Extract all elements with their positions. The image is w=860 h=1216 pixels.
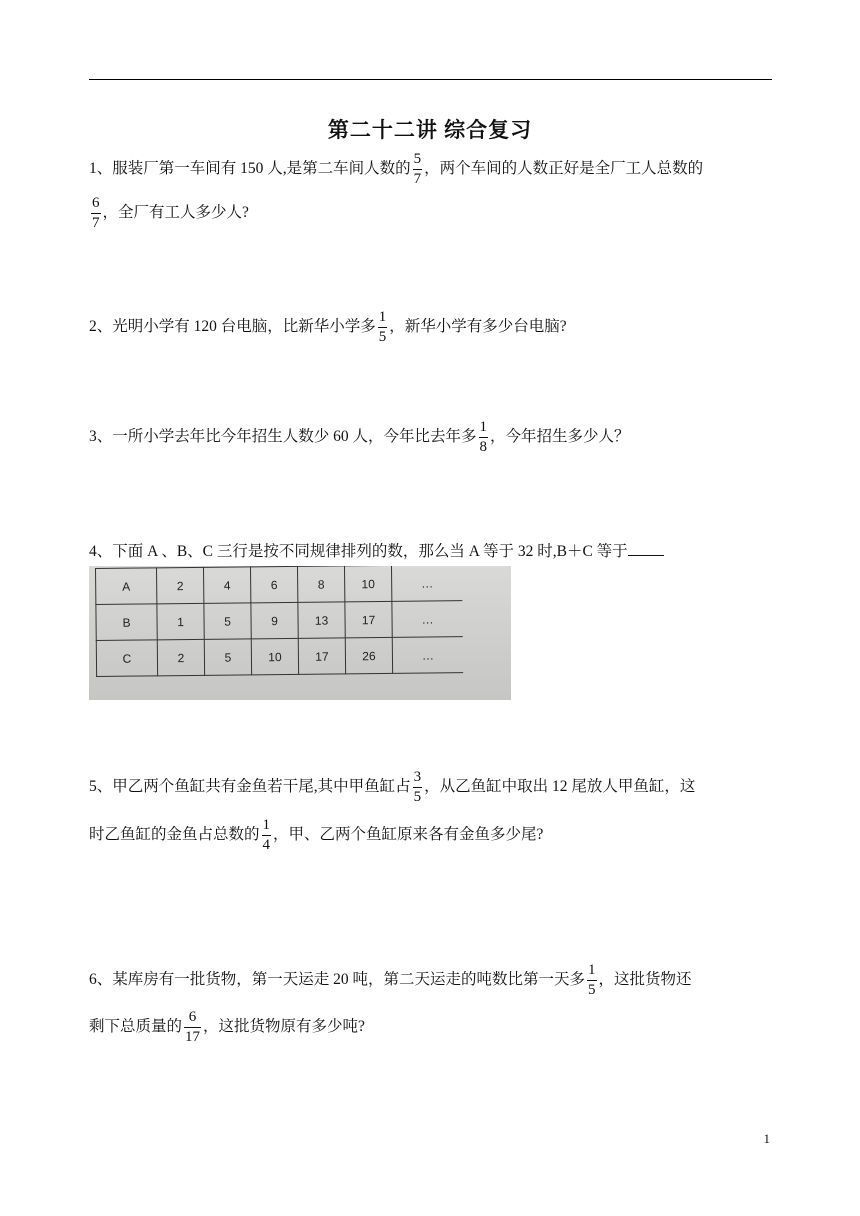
problem-5-text-b: ，从乙鱼缸中取出 12 尾放人甲鱼缸，这	[424, 778, 696, 796]
fraction-numerator: 3	[413, 770, 423, 788]
table-cell: 26	[345, 637, 392, 673]
table-cell: 10	[251, 638, 298, 674]
problem-2-text-b: ，新华小学有多少台电脑?	[389, 318, 567, 336]
fraction-numerator: 1	[262, 818, 272, 836]
problem-6-line-1	[89, 963, 692, 998]
problem-5-line-2	[89, 818, 543, 853]
fraction-denominator: 4	[262, 837, 271, 853]
problem-6-text-d: ，这批货物原有多少吨?	[203, 1018, 365, 1036]
table-cell: 17	[345, 601, 392, 637]
table-row	[96, 566, 463, 604]
table-cell: 2	[157, 639, 204, 675]
problem-4	[89, 539, 664, 561]
table-cell: 13	[298, 602, 345, 638]
fraction-denominator: 5	[413, 789, 422, 805]
fraction	[413, 152, 423, 187]
sequence-table-photo	[89, 566, 511, 700]
row-label: B	[96, 604, 157, 641]
table-cell: 1	[157, 603, 204, 639]
header-rule	[89, 79, 772, 80]
problem-4-text: 4、下面 A 、B、C 三行是按不同规律排列的数，那么当 A 等于 32 时,B＋C 等于	[89, 543, 628, 560]
table-row	[96, 637, 463, 677]
problem-2-text-a: 2、光明小学有 120 台电脑，比新华小学多	[89, 318, 376, 336]
table-cell: 9	[251, 602, 298, 638]
table-cell: …	[392, 601, 463, 638]
fraction	[91, 196, 101, 231]
row-label: C	[96, 640, 157, 677]
fraction	[413, 770, 423, 805]
table-cell: …	[392, 637, 463, 674]
table-cell: 4	[203, 567, 250, 603]
table-cell: 6	[250, 566, 297, 602]
problem-1-line-1	[89, 152, 703, 187]
fraction-denominator: 7	[413, 171, 422, 187]
table-cell: 17	[298, 638, 345, 674]
table-row	[96, 601, 463, 641]
fraction-numerator: 6	[184, 1010, 201, 1028]
problem-1-text-c: ，全厂有工人多少人?	[102, 204, 249, 222]
fraction	[378, 310, 388, 345]
fraction-denominator: 7	[92, 215, 100, 231]
problem-2	[89, 310, 567, 345]
table-cell: 2	[157, 567, 204, 603]
fraction-numerator: 1	[378, 310, 388, 328]
problem-1-line-2	[89, 196, 249, 231]
problem-6-text-c: 剩下总质量的	[89, 1018, 183, 1036]
problem-5-text-d: ，甲、乙两个鱼缸原来各有金鱼多少尾?	[273, 826, 544, 844]
fraction-numerator: 1	[479, 420, 489, 438]
problem-5-text-c: 时乙鱼缸的金鱼占总数的	[89, 826, 260, 844]
answer-blank[interactable]	[628, 541, 664, 556]
fraction-denominator: 17	[185, 1029, 201, 1045]
problem-3	[89, 420, 630, 455]
table-cell: 10	[344, 566, 391, 602]
fraction-denominator: 5	[588, 982, 596, 998]
table-cell: …	[391, 566, 462, 601]
problem-6-text-a: 6、某库房有一批货物，第一天运走 20 吨，第二天运走的吨数比第一天多	[89, 971, 586, 989]
table-cell: 5	[204, 603, 251, 639]
fraction-denominator: 5	[378, 329, 387, 345]
table-cell: 8	[297, 566, 344, 602]
fraction-denominator: 8	[479, 439, 488, 455]
problem-3-text-b: ，今年招生多少人？	[490, 428, 630, 446]
fraction	[587, 963, 597, 998]
problem-6-line-2	[89, 1010, 365, 1045]
problem-6-text-b: ，这批货物还	[598, 971, 692, 989]
fraction-numerator: 5	[413, 152, 423, 170]
fraction-numerator: 6	[91, 196, 101, 214]
problem-5-line-1	[89, 770, 695, 805]
fraction	[479, 420, 489, 455]
problem-1-text-a: 1、服装厂第一车间有 150 人,是第二车间人数的	[89, 160, 411, 178]
table-cell: 5	[204, 639, 251, 675]
problem-3-text-a: 3、一所小学去年比今年招生人数少 60 人，今年比去年多	[89, 428, 477, 446]
problem-5-text-a: 5、甲乙两个鱼缸共有金鱼若干尾,其中甲鱼缸占	[89, 778, 411, 796]
problem-1-text-b: ，两个车间的人数正好是全厂工人总数的	[424, 160, 704, 178]
page-number: 1	[763, 1131, 770, 1146]
fraction-numerator: 1	[587, 963, 597, 981]
page-title: 第二十二讲 综合复习	[327, 118, 533, 142]
fraction	[184, 1010, 201, 1045]
fraction	[262, 818, 272, 853]
sequence-table	[95, 566, 463, 677]
row-label: A	[96, 568, 157, 605]
